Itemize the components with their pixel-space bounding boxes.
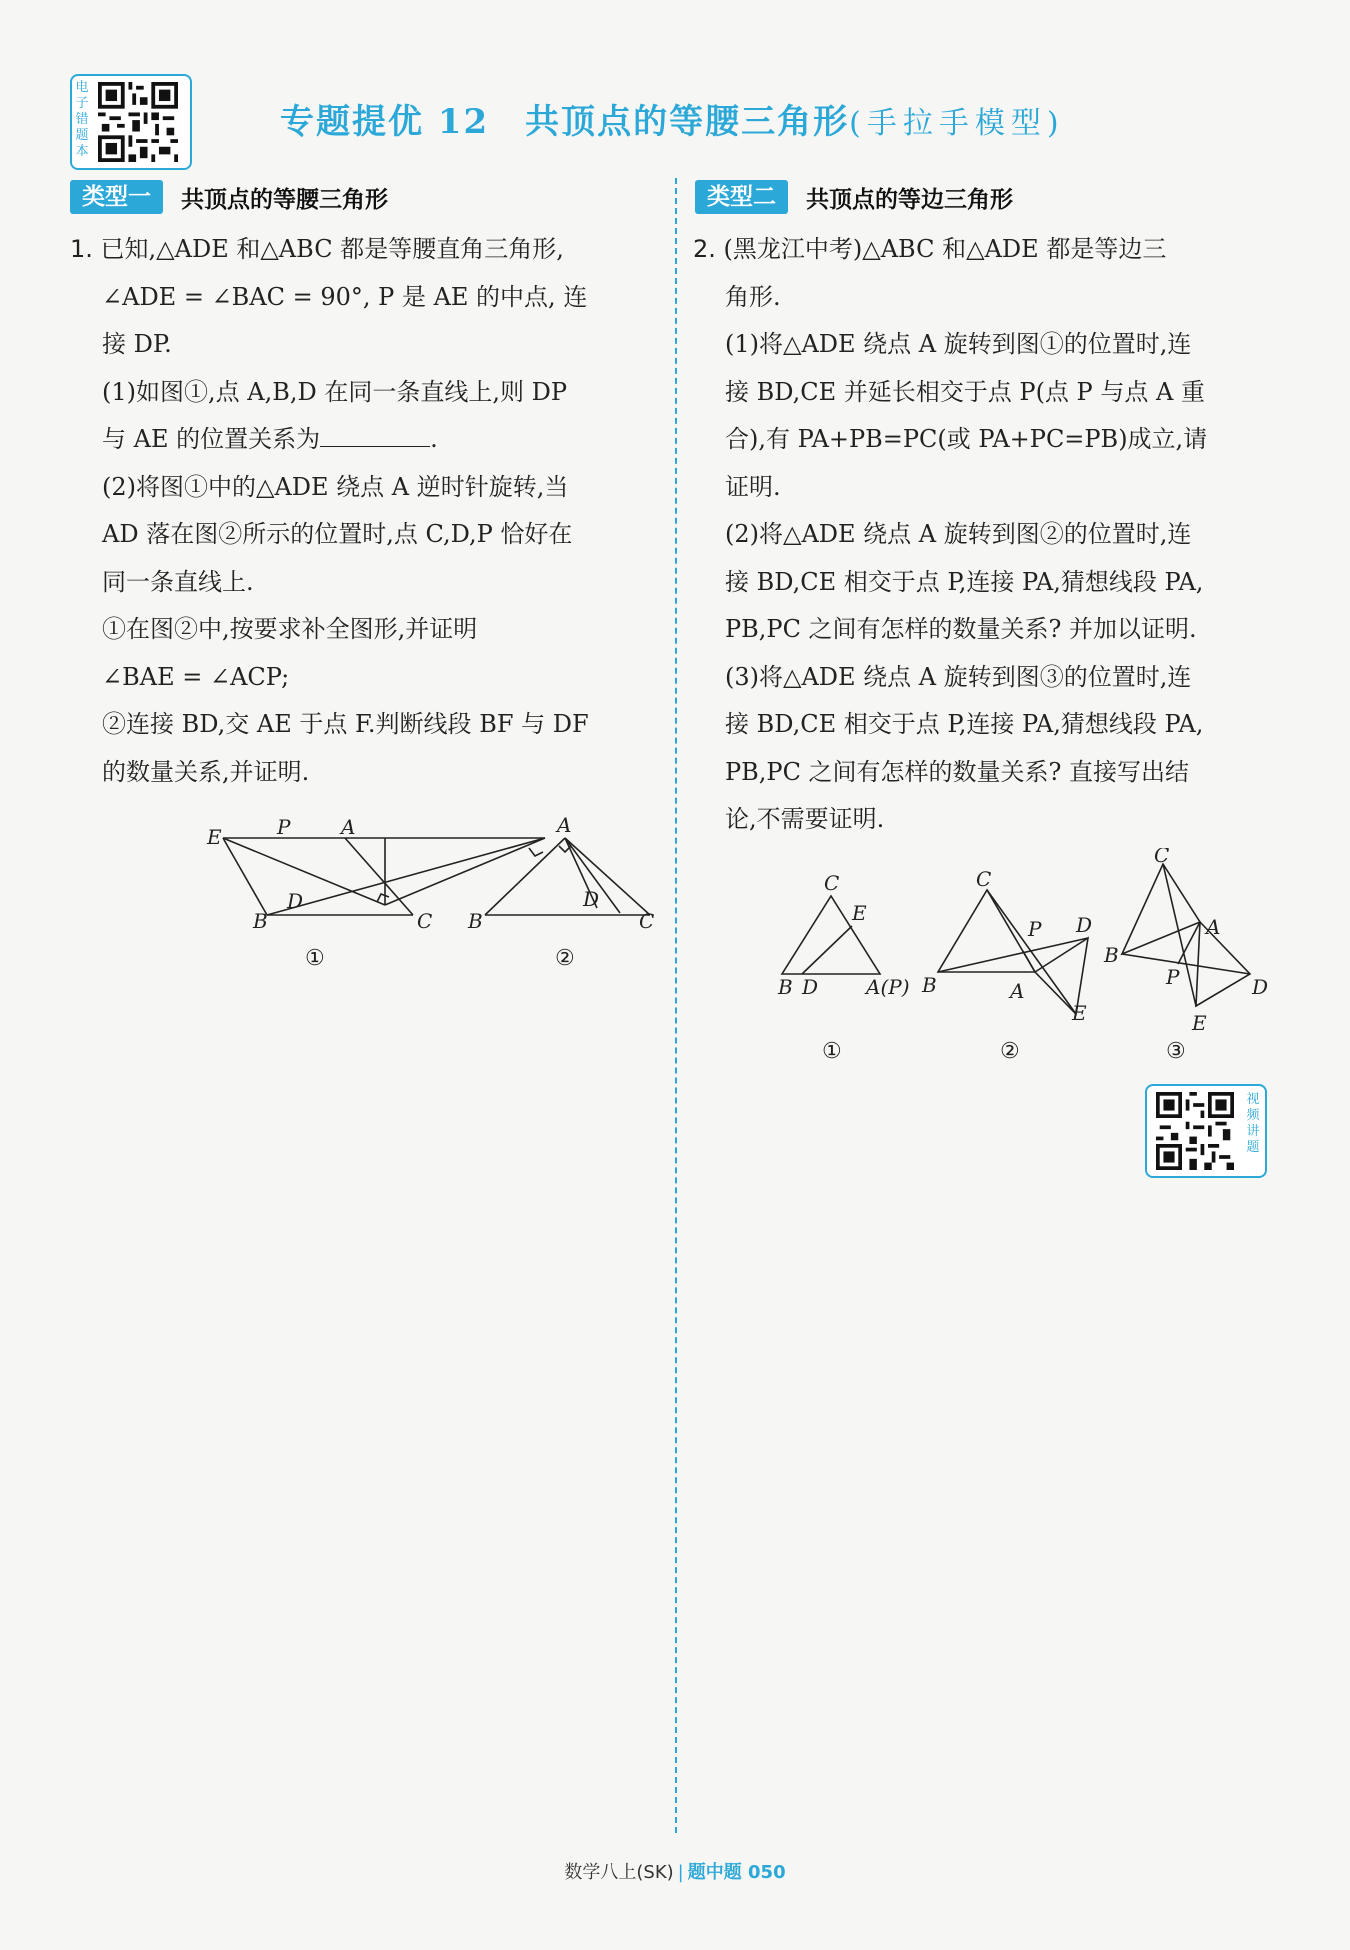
q2-part1: 接 BD,CE 并延长相交于点 P(点 P 与点 A 重: [725, 377, 1205, 406]
fig-label-b: B: [468, 909, 483, 933]
q2-part3: 接 BD,CE 相交于点 P,连接 PA,猜想线段 PA,: [725, 710, 1204, 738]
q2-part2: (2)将△ADE 绕点 A 旋转到图②的位置时,连: [725, 520, 1192, 548]
q1-line: 已知,△ADE 和△ABC 都是等腰直角三角形,: [100, 235, 564, 263]
section-tag: 类型一: [70, 180, 163, 214]
fig-label-d: D: [287, 889, 304, 913]
fig-label-a: A: [1206, 915, 1221, 939]
q1-figures: [195, 810, 655, 980]
q2-line: 角形.: [725, 282, 781, 311]
column-divider: [675, 178, 677, 1833]
fig-label-e: E: [852, 901, 867, 925]
q2-part3: 论,不需要证明.: [725, 805, 885, 833]
q1-sub2: 的数量关系,并证明.: [102, 757, 310, 786]
q1-part2: (2)将图①中的△ADE 绕点 A 逆时针旋转,当: [102, 472, 569, 501]
section-title: 共顶点的等边三角形: [806, 186, 1013, 213]
q1-part1: (1)如图①,点 A,B,D 在同一条直线上,则 DP: [102, 377, 567, 406]
q2-part3: (3)将△ADE 绕点 A 旋转到图③的位置时,连: [725, 662, 1192, 691]
fig-caption: ①: [305, 946, 325, 971]
question-2: [693, 226, 1283, 844]
q1-line: ∠ADE = ∠BAC = 90°, P 是 AE 的中点, 连: [102, 282, 588, 311]
question-1: [70, 226, 660, 796]
fig-label-ap: A(P): [866, 975, 910, 999]
video-qr-label: 视频讲题: [1246, 1092, 1260, 1155]
title-subtitle: (手拉手模型): [849, 106, 1065, 141]
q2-line: (黑龙江中考)△ABC 和△ADE 都是等边三: [723, 235, 1167, 263]
q2-part2: PB,PC 之间有怎样的数量关系? 并加以证明.: [725, 615, 1197, 643]
fig-label-a: A: [557, 813, 572, 837]
fig-label-b: B: [778, 975, 793, 999]
fig-label-e: E: [207, 825, 222, 849]
question-number: 1.: [70, 235, 93, 263]
page-footer: [0, 1858, 1350, 1884]
question-number: 2.: [693, 235, 716, 263]
q2-part3: PB,PC 之间有怎样的数量关系? 直接写出结: [725, 757, 1190, 786]
section-header-type1: [70, 180, 388, 214]
q2-figures: [770, 848, 1290, 1068]
fig-label-b: B: [922, 973, 937, 997]
q1-sub1: ①在图②中,按要求补全图形,并证明: [102, 615, 478, 643]
q1-sub2: ②连接 BD,交 AE 于点 F.判断线段 BF 与 DF: [102, 710, 589, 738]
fig-label-d: D: [802, 975, 819, 999]
fig-label-c: C: [417, 909, 433, 933]
q1-sub1: ∠BAE = ∠ACP;: [102, 662, 290, 691]
qr-code-icon: [96, 82, 180, 162]
fig-label-c: C: [1154, 848, 1170, 867]
q1-part2: 同一条直线上.: [102, 567, 254, 596]
fig-label-e: E: [1192, 1011, 1207, 1035]
answer-blank[interactable]: [320, 424, 430, 447]
fig-label-d: D: [1252, 975, 1269, 999]
fig-label-c: C: [824, 871, 840, 895]
title-main: 专题提优 12 共顶点的等腰三角形: [280, 102, 850, 142]
q1-line: 接 DP.: [102, 330, 172, 358]
qr-code-icon: [1153, 1092, 1237, 1170]
q2-part1: 合),有 PA+PB=PC(或 PA+PC=PB)成立,请: [725, 425, 1208, 453]
q1-part1-text: 与 AE 的位置关系为: [102, 425, 321, 453]
fig-label-a: A: [1010, 979, 1025, 1003]
fig-caption: ②: [1000, 1039, 1020, 1064]
q2-part1: 证明.: [725, 472, 781, 501]
q2-part1: (1)将△ADE 绕点 A 旋转到图①的位置时,连: [725, 330, 1192, 358]
footer-page: 题中题 050: [687, 1862, 786, 1883]
fig-label-a: A: [341, 815, 356, 839]
q1-period: .: [430, 425, 438, 453]
fig-label-b: B: [1104, 943, 1119, 967]
fig-label-c: C: [639, 909, 655, 933]
fig-label-p: P: [277, 815, 291, 839]
fig-label-p: P: [1028, 917, 1042, 941]
footer-separator: |: [677, 1862, 684, 1883]
fig-label-d: D: [583, 887, 600, 911]
error-book-qr-code[interactable]: [70, 74, 192, 170]
page-title: [280, 94, 1065, 143]
fig-label-p: P: [1166, 965, 1180, 989]
section-tag: 类型二: [695, 180, 788, 214]
fig-label-d: D: [1076, 913, 1093, 937]
fig-caption: ③: [1166, 1039, 1186, 1064]
q2-part2: 接 BD,CE 相交于点 P,连接 PA,猜想线段 PA,: [725, 567, 1204, 596]
qr-label: 电子错题本: [75, 80, 89, 159]
section-title: 共顶点的等腰三角形: [181, 186, 388, 213]
fig-label-e: E: [1072, 1001, 1087, 1025]
section-header-type2: [695, 180, 1013, 214]
footer-book: 数学八上(SK): [564, 1862, 674, 1883]
fig-label-c: C: [976, 867, 992, 891]
video-explanation-qr-code[interactable]: [1145, 1084, 1267, 1178]
fig-caption: ①: [822, 1039, 842, 1064]
q1-part2: AD 落在图②所示的位置时,点 C,D,P 恰好在: [102, 520, 573, 548]
fig-label-b: B: [253, 909, 268, 933]
fig-caption: ②: [555, 946, 575, 971]
